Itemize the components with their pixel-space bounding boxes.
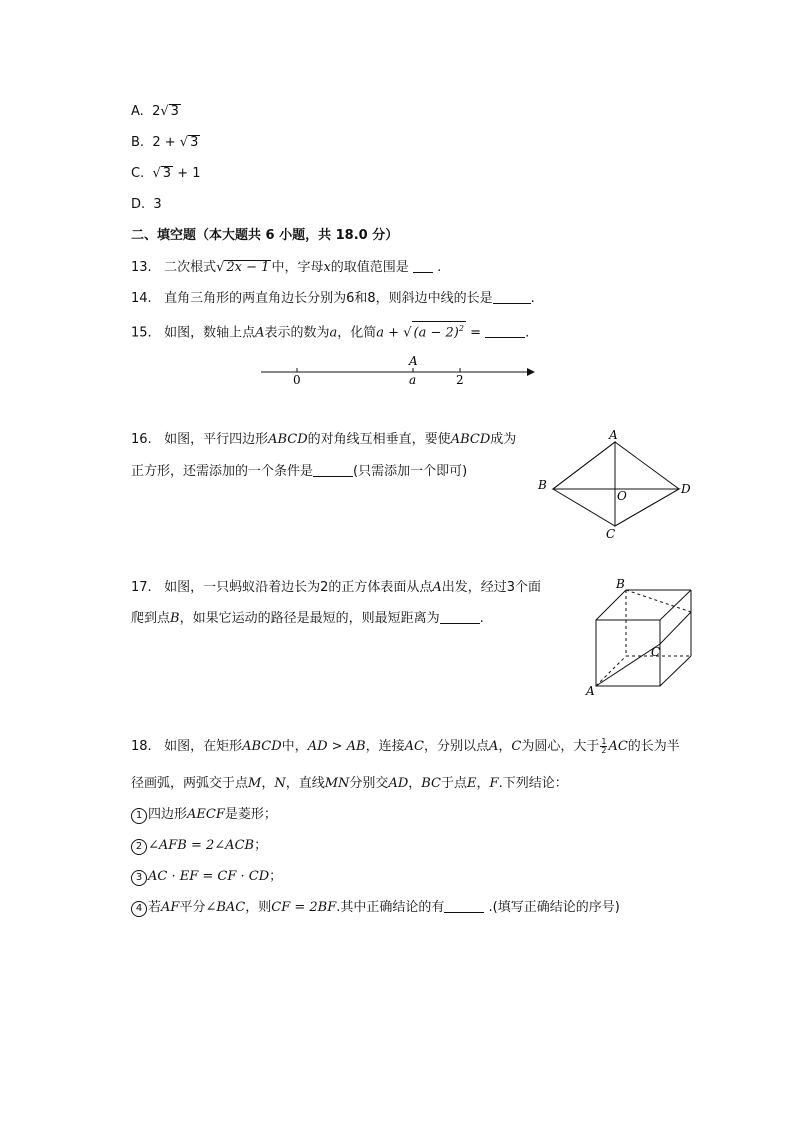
rhombus-figure — [533, 428, 698, 543]
conclusion-2: 2 ∠AFB = 2∠ACB； — [131, 837, 267, 855]
vertex-d: D — [681, 482, 691, 496]
answer-blank[interactable] — [440, 611, 480, 624]
vertex-b: B — [538, 478, 547, 492]
answer-blank[interactable] — [485, 325, 525, 338]
point-a-label: A — [409, 354, 418, 368]
vertex-a: A — [586, 684, 595, 698]
answer-blank[interactable] — [493, 291, 531, 304]
question-13: 13. 二次根式√ 2x − 1 中，字母x的取值范围是 . — [131, 260, 442, 275]
number-line-figure — [255, 350, 540, 390]
conclusion-1: 1 四边形AECF是菱形； — [131, 806, 277, 824]
question-17-line2: 爬到点B，如果它运动的路径是最短的，则最短距离为 . — [131, 611, 484, 626]
section-heading: 二、填空题（本大题共 6 小题，共 18.0 分） — [131, 228, 399, 243]
cube-figure — [582, 574, 702, 699]
vertex-c: C — [606, 527, 616, 541]
question-16: 16. 如图，平行四边形ABCD的对角线互相垂直，要使ABCD成为 — [131, 432, 517, 447]
center-o: O — [617, 489, 627, 503]
question-14: 14. 直角三角形的两直角边长分别为6和8，则斜边中线的长是 . — [131, 291, 535, 306]
vertex-a: A — [609, 428, 618, 442]
option-b: B. 2 + √ 3 — [131, 135, 199, 150]
answer-blank[interactable] — [444, 900, 484, 913]
conclusion-4: 4 若AF平分∠BAC，则CF = 2BF.其中正确结论的有 .(填写正确结论的序号) — [131, 899, 620, 917]
question-17: 17. 如图，一只蚂蚁沿着边长为2的正方体表面从点A出发，经过3个面 — [131, 580, 542, 595]
option-a: A. 2√ 3 — [131, 104, 179, 119]
conclusion-3: 3 AC · EF = CF · CD； — [131, 868, 282, 886]
vertex-b: B — [616, 577, 625, 591]
vertex-c: C — [651, 645, 661, 659]
question-16-line2: 正方形，还需添加的一个条件是 (只需添加一个即可) — [131, 464, 468, 479]
question-18: 18. 如图，在矩形ABCD中，AD > AB，连接AC，分别以点A，C为圆心，大于 $\frac{1}{2}$ AC的长为半 — [131, 737, 680, 755]
fraction-half: $\frac{1}{2}$ — [601, 737, 607, 755]
option-d: D. 3 — [131, 197, 162, 212]
tick-0: 0 — [293, 373, 301, 387]
tick-2: 2 — [456, 373, 464, 387]
question-15: 15. 如图，数轴上点A表示的数为a，化简a + √ $(a - 2)^2$ = . — [131, 321, 529, 342]
question-18-line2: 径画弧，两弧交于点M，N，直线MN分别交AD，BC于点E，F.下列结论： — [131, 776, 568, 791]
answer-blank[interactable] — [413, 260, 433, 273]
option-c: C. √ 3 + 1 — [131, 166, 201, 181]
answer-blank[interactable] — [313, 464, 353, 477]
value-a: a — [409, 373, 417, 387]
